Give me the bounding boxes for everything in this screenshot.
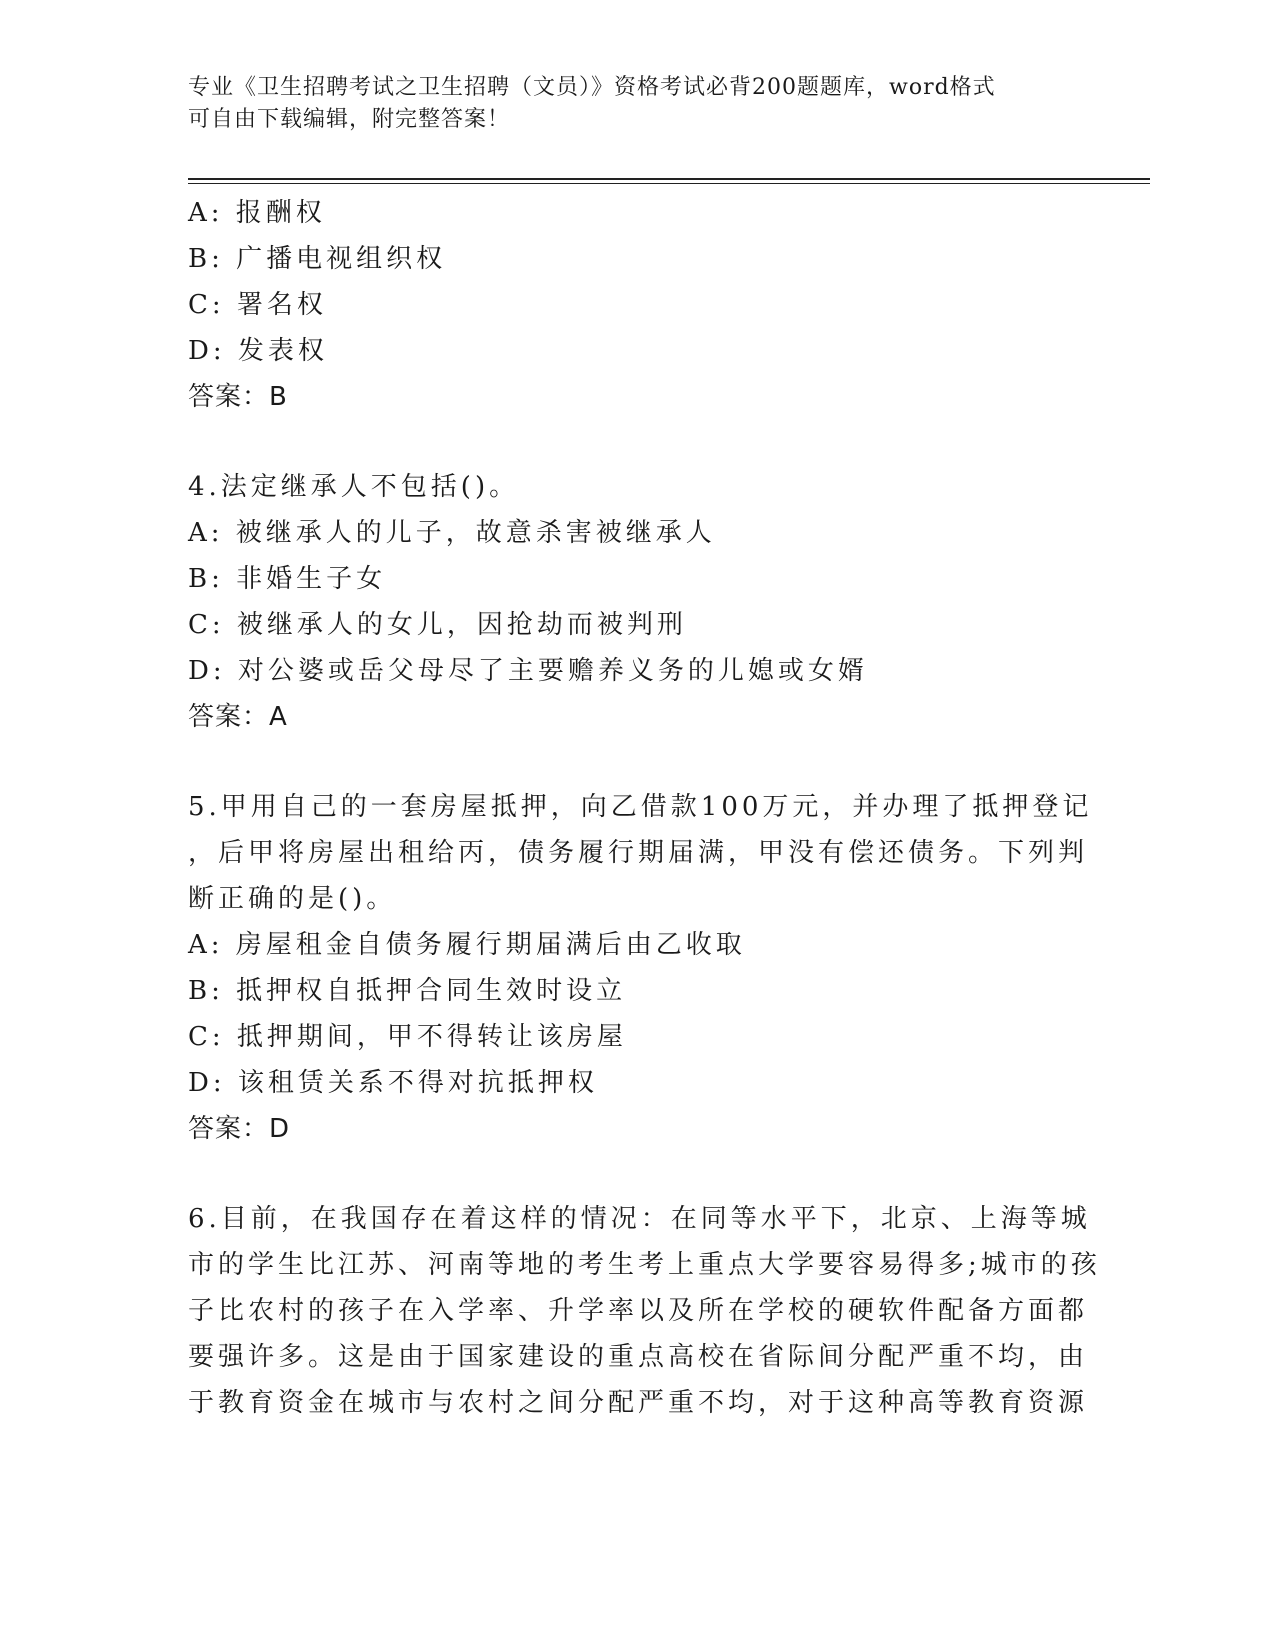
header-line-2: 可自由下载编辑，附完整答案！ — [188, 107, 511, 132]
question-3-block — [188, 190, 1088, 420]
q4-option-b: B: 非婚生子女 — [188, 564, 387, 594]
q6-stem-line-3: 子比农村的孩子在入学率、升学率以及所在学校的硬软件配备方面都 — [188, 1296, 1089, 1326]
q6-stem-line-4: 要强许多。这是由于国家建设的重点高校在省际间分配严重不均，由 — [188, 1342, 1089, 1372]
question-4-block — [188, 464, 1088, 740]
document-header — [188, 72, 1068, 136]
q5-stem-line-2: ，后甲将房屋出租给丙，债务履行期届满，甲没有偿还债务。下列判 — [188, 838, 1089, 868]
q3-answer: 答案：B — [188, 382, 288, 412]
q3-option-b: B: 广播电视组织权 — [188, 244, 447, 274]
question-5-block — [188, 784, 1093, 1152]
q5-option-a: A: 房屋租金自债务履行期届满后由乙收取 — [188, 930, 746, 960]
q6-stem-line-5: 于教育资金在城市与农村之间分配严重不均，对于这种高等教育资源 — [188, 1388, 1089, 1418]
q5-option-b: B: 抵押权自抵押合同生效时设立 — [188, 976, 627, 1006]
q3-option-d: D: 发表权 — [188, 336, 328, 366]
header-line-1: 专业《卫生招聘考试之卫生招聘（文员）》资格考试必背200题题库，word格式 — [188, 75, 996, 100]
q3-option-a: A: 报酬权 — [188, 198, 326, 228]
q6-stem-line-1: 6.目前，在我国存在着这样的情况：在同等水平下，北京、上海等城 — [188, 1204, 1091, 1234]
q5-option-c: C: 抵押期间，甲不得转让该房屋 — [188, 1022, 627, 1052]
question-6-block — [188, 1196, 1101, 1426]
q3-option-c: C: 署名权 — [188, 290, 327, 320]
question-content — [188, 190, 1101, 1426]
q6-stem-line-2: 市的学生比江苏、河南等地的考生考上重点大学要容易得多;城市的孩 — [188, 1250, 1101, 1280]
spacer — [188, 740, 1088, 784]
q4-option-d: D: 对公婆或岳父母尽了主要赡养义务的儿媳或女婿 — [188, 656, 868, 686]
spacer — [188, 420, 1088, 464]
q5-answer: 答案：D — [188, 1114, 291, 1144]
q4-stem: 4.法定继承人不包括()。 — [188, 472, 520, 502]
q4-option-a: A: 被继承人的儿子，故意杀害被继承人 — [188, 518, 716, 548]
header-rule-thin — [188, 183, 1150, 184]
q4-option-c: C: 被继承人的女儿，因抢劫而被判刑 — [188, 610, 687, 640]
q5-stem-line-1: 5.甲用自己的一套房屋抵押，向乙借款100万元，并办理了抵押登记 — [188, 792, 1093, 822]
q4-answer: 答案：A — [188, 702, 288, 732]
q5-option-d: D: 该租赁关系不得对抗抵押权 — [188, 1068, 598, 1098]
header-rule-thick — [188, 178, 1150, 180]
spacer — [188, 1152, 1088, 1196]
q5-stem-line-3: 断正确的是()。 — [188, 884, 397, 914]
